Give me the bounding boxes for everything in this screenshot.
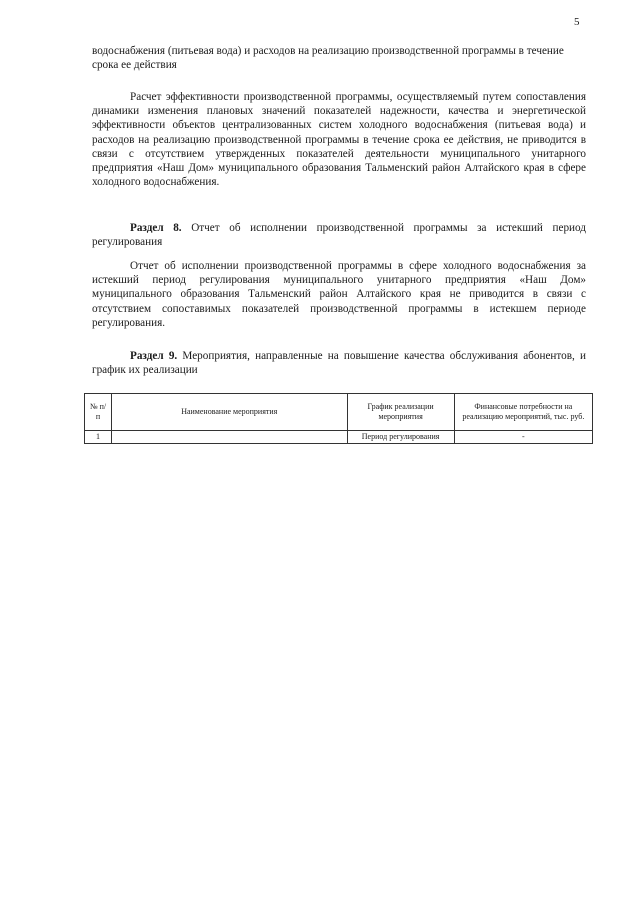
section-9-heading <box>92 349 586 377</box>
section-9-title: Мероприятия, направленные на повышение качества обслуживания абонентов, и график их реализации <box>92 350 587 377</box>
continuation-paragraph <box>92 44 586 72</box>
header-number: № п/п <box>85 394 112 431</box>
header-finance: Финансовые потребности на реализацию мероприятий, тыс. руб. <box>454 394 592 431</box>
section-8-body <box>92 259 586 330</box>
section-9-label: Раздел 9. <box>130 350 178 362</box>
section-8-text: Отчет об исполнении производственной программы в сфере холодного водоснабжения за истекший период регулирования муниципального унитарного предприятия «Наш Дом» муниципального образования Тальменский район Алтайского края не приводится в связи с отсутствием сопоставимых показателей производственной программы в истекшем периоде регулирования. <box>92 260 586 329</box>
page-number: 5 <box>574 16 580 28</box>
table-row <box>85 431 593 444</box>
section-8-title: Отчет об исполнении производственной программы за истекший период регулирования <box>92 222 587 249</box>
header-name: Наименование мероприятия <box>112 394 347 431</box>
efficiency-text: Расчет эффективности производственной программы, осуществляемый путем сопоставления динамики изменения плановых значений показателей надежности, качества и энергетической эффективности объектов централизованных систем холодного водоснабжения (питьевая вода) и расходов на реализацию производственной программы в течение срока ее действия, не приводится в связи с отсутствием утвержденных показателей деятельности муниципального унитарного предприятия «Наш Дом» муниципального образования Тальменский район Алтайского края в сфере холодного водоснабжения. <box>92 91 586 189</box>
cell-name <box>112 431 347 444</box>
cell-schedule: Период регулирования <box>347 431 454 444</box>
cell-finance: - <box>454 431 592 444</box>
header-schedule: График реализации мероприятия <box>347 394 454 431</box>
table-header-row <box>85 394 593 431</box>
efficiency-paragraph <box>92 90 586 189</box>
section-8-heading <box>92 221 586 249</box>
measures-table <box>84 393 593 444</box>
cell-number: 1 <box>85 431 112 444</box>
continuation-text: водоснабжения (питьевая вода) и расходов на реализацию производственной программы в течение срока ее действия <box>92 45 564 72</box>
section-8-label: Раздел 8. <box>130 222 182 234</box>
